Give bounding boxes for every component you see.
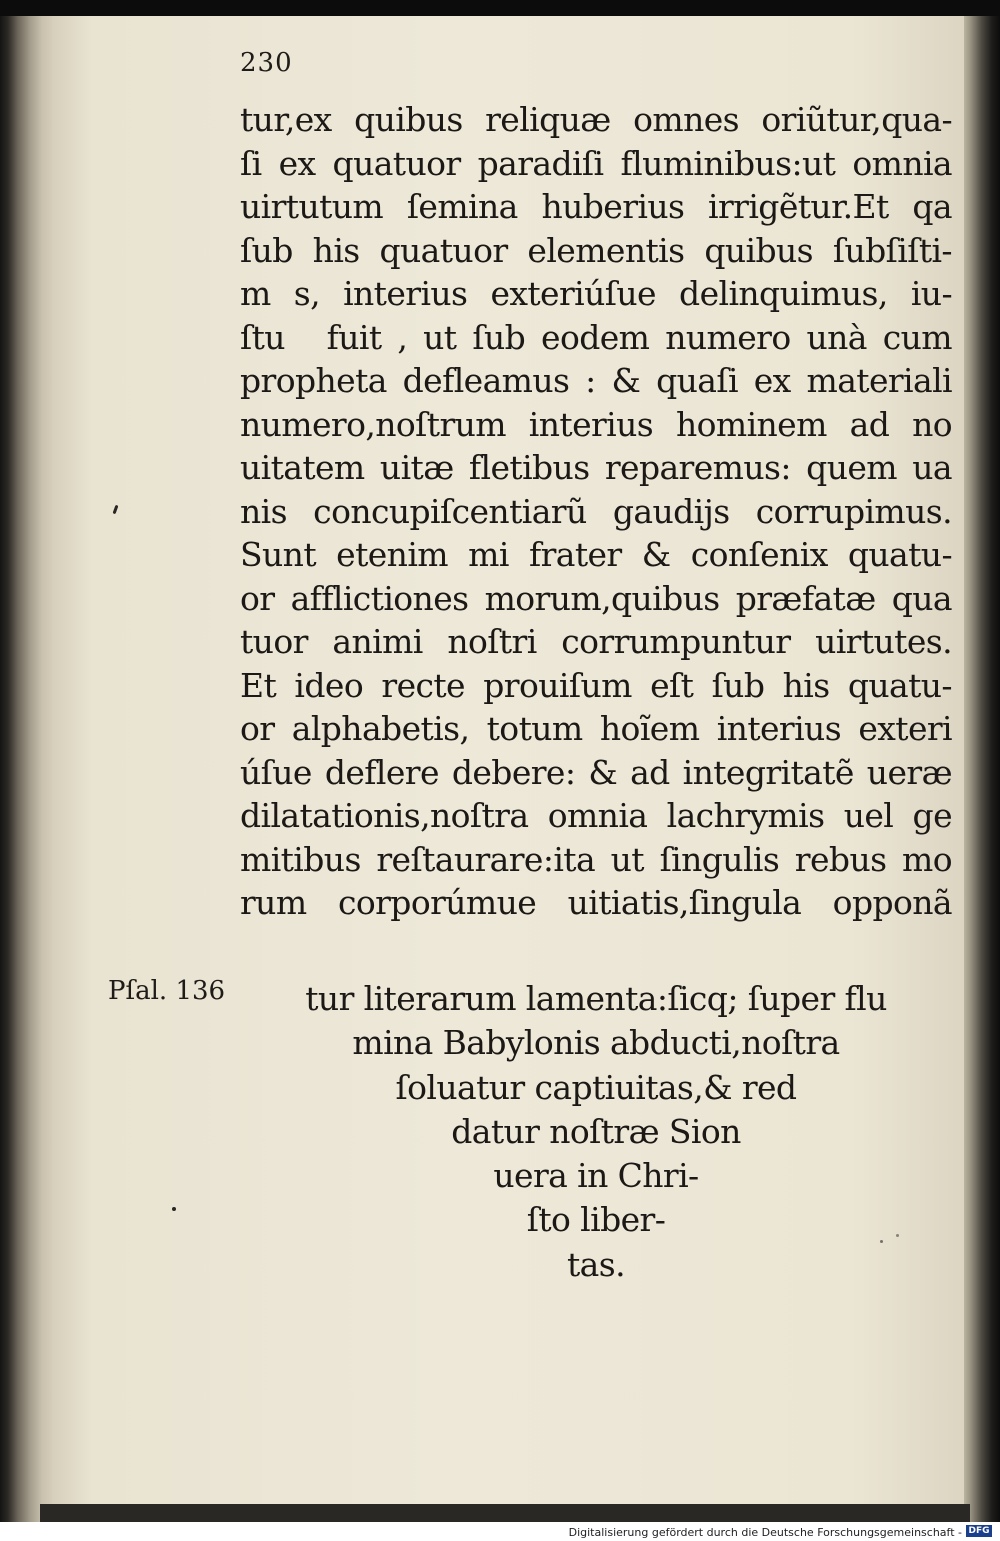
text-line: Et ideo recte prouiſum eſt ſub his quatu- xyxy=(240,665,952,705)
text-line: dilatationis,noſtra omnia lachrymis uel ge xyxy=(240,796,952,835)
book-edge-right xyxy=(960,16,1000,1522)
text-line: or afflictiones morum,quibus præfatæ qua xyxy=(240,578,952,618)
tapering-text-block xyxy=(240,977,952,1287)
text-line: uera in Chri- xyxy=(493,1156,699,1196)
text-line: tur literarum lamenta:ſicq; ſuper flu xyxy=(305,979,887,1018)
text-line: mitibus reſtaurare:ita ut ſingulis rebus mo xyxy=(240,839,952,879)
text-line: tuor animi noſtri corrumpuntur uirtutes. xyxy=(240,622,952,661)
ink-speck xyxy=(896,1234,899,1237)
ink-speck xyxy=(172,1207,176,1211)
text-line: numero,noſtrum interius hominem ad no xyxy=(240,404,952,444)
digitization-credit: Digitalisierung gefördert durch die Deutsche Forschungsgemeinschaft - xyxy=(568,1526,962,1539)
text-line: Sunt etenim mi frater & conſenix quatu- xyxy=(240,535,952,574)
text-line: tas. xyxy=(567,1244,625,1284)
text-line: nis concupiſcentiarũ gaudijs corrupimus. xyxy=(240,491,952,531)
text-line: ſtu fuit , ut ſub eodem numero unà cum xyxy=(240,317,952,357)
text-line: propheta defleamus : & quaſi ex materiali xyxy=(240,361,952,400)
text-line: ſi ex quatuor paradiſi fluminibus:ut omnia xyxy=(240,143,952,183)
text-line: or alphabetis, totum hoĩem interius exteri xyxy=(240,709,952,748)
book-bottom-edge xyxy=(40,1504,970,1522)
text-line: ſub his quatuor elementis quibus ſubſiſti- xyxy=(240,230,952,270)
scan-top-border xyxy=(0,0,1000,16)
main-text-block xyxy=(240,98,952,925)
margin-note-psalm-reference: Pſal. 136 xyxy=(108,976,226,1006)
text-line: datur noſtræ Sion xyxy=(451,1111,741,1151)
text-line: m s, interius exteriúſue delinquimus, iu- xyxy=(240,274,952,313)
text-line: mina Babylonis abducti,noſtra xyxy=(352,1023,840,1063)
text-line: tur,ex quibus reliquæ omnes oriũtur,qua- xyxy=(240,100,952,139)
text-line: úſue deflere debere: & ad integritatẽ ueræ xyxy=(240,752,952,792)
text-line: rum corporúmue uitiatis,ſingula opponã xyxy=(240,883,952,922)
text-line: uirtutum ſemina huberius irrigẽtur.Et qa xyxy=(240,187,952,226)
page-number: 230 xyxy=(240,48,293,78)
text-line: ſoluatur captiuitas,& red xyxy=(395,1067,797,1107)
dfg-logo: DFG xyxy=(966,1525,992,1537)
book-fore-edge-left xyxy=(0,16,56,1522)
text-line: ſto liber- xyxy=(526,1200,666,1240)
ink-speck xyxy=(880,1240,883,1243)
text-line: uitatem uitæ fletibus reparemus: quem ua xyxy=(240,448,952,487)
